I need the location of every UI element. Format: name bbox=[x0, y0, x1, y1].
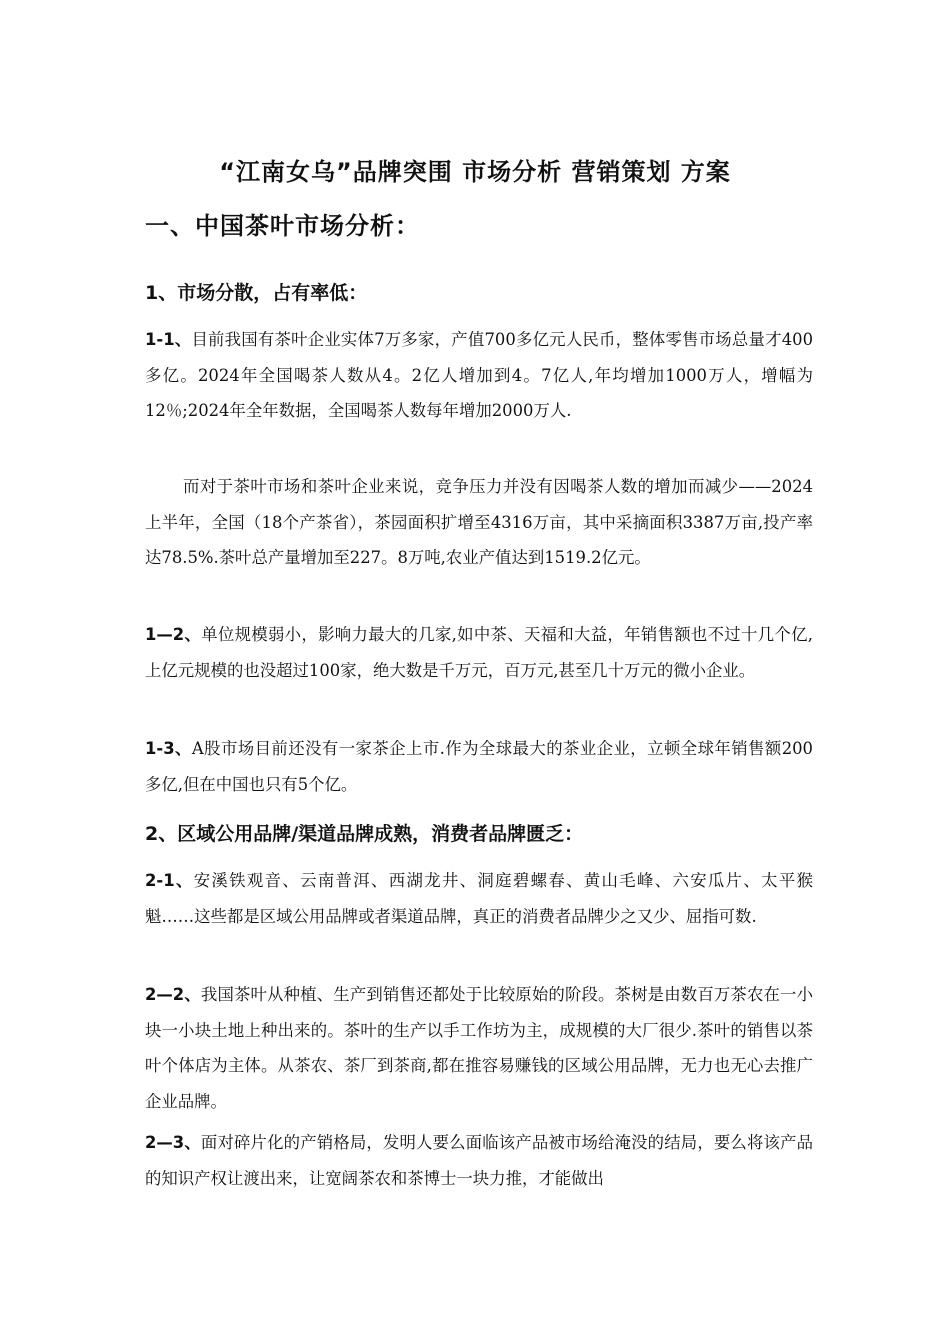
item-number: 1-1、 bbox=[145, 330, 192, 349]
item-number: 1-3、 bbox=[145, 739, 192, 758]
paragraph-text: 目前我国有茶叶企业实体7万多家，产值700多亿元人民币，整体零售市场总量才400多亿。2024年全国喝茶人数从4。2亿人增加到4。7亿人,年均增加1000万人，增幅为12％;2024年全年数据，全国喝茶人数每年增加2000万人. bbox=[145, 330, 813, 420]
subsection-heading-1: 1、市场分散，占有率低： bbox=[145, 282, 368, 304]
paragraph-1-2 bbox=[145, 617, 813, 688]
paragraph-text: 面对碎片化的产销格局，发明人要么面临该产品被市场给淹没的结局，要么将该产品的知识产权让渡出来，让宽阔茶农和茶博士一块力推，才能做出 bbox=[145, 1133, 813, 1188]
section-heading: 一、中国茶叶市场分析： bbox=[145, 212, 420, 240]
document-title: “江南女乌”品牌突围 市场分析 营销策划 方案 bbox=[219, 158, 731, 186]
paragraph-2-3 bbox=[145, 1125, 813, 1196]
paragraph-text: 我国茶叶从种植、生产到销售还都处于比较原始的阶段。茶树是由数百万茶农在一小块一小块土地上种出来的。茶叶的生产以手工作坊为主，成规模的大厂很少.茶叶的销售以茶叶个体店为主体。从茶农、茶厂到茶商,都在推容易赚钱的区域公用品牌，无力也无心去推广企业品牌。 bbox=[145, 985, 813, 1111]
paragraph-1-1 bbox=[145, 322, 813, 429]
item-number: 2—3、 bbox=[145, 1133, 201, 1152]
item-number: 2—2、 bbox=[145, 985, 201, 1004]
paragraph-text: 单位规模弱小，影响力最大的几家,如中茶、天福和大益，年销售额也不过十几个亿,上亿元规模的也没超过100家，绝大数是千万元，百万元,甚至几十万元的微小企业。 bbox=[145, 625, 813, 680]
paragraph-1-3 bbox=[145, 731, 813, 802]
paragraph-2-1 bbox=[145, 863, 813, 934]
paragraph-1-1-cont: 而对于茶叶市场和茶叶企业来说，竞争压力并没有因喝茶人数的增加而减少——2024上半年，全国（18个产茶省），茶园面积扩增至4316万亩，其中采摘面积3387万亩,投产率达78.5%.茶叶总产量增加至227。8万吨,农业产值达到1519.2亿元。 bbox=[145, 477, 813, 567]
paragraph-text: 安溪铁观音、云南普洱、西湖龙井、洞庭碧螺春、黄山毛峰、六安瓜片、太平猴魁……这些都是区域公用品牌或者渠道品牌，真正的消费者品牌少之又少、屈指可数. bbox=[145, 871, 813, 926]
item-number: 2-1、 bbox=[145, 871, 194, 890]
paragraph-text: A股市场目前还没有一家茶企上市.作为全球最大的茶业企业，立顿全球年销售额200多亿,但在中国也只有5个亿。 bbox=[145, 739, 813, 794]
item-number: 1—2、 bbox=[145, 625, 202, 644]
paragraph-2-2 bbox=[145, 977, 813, 1119]
subsection-heading-2: 2、区域公用品牌/渠道品牌成熟，消费者品牌匮乏： bbox=[145, 823, 584, 845]
